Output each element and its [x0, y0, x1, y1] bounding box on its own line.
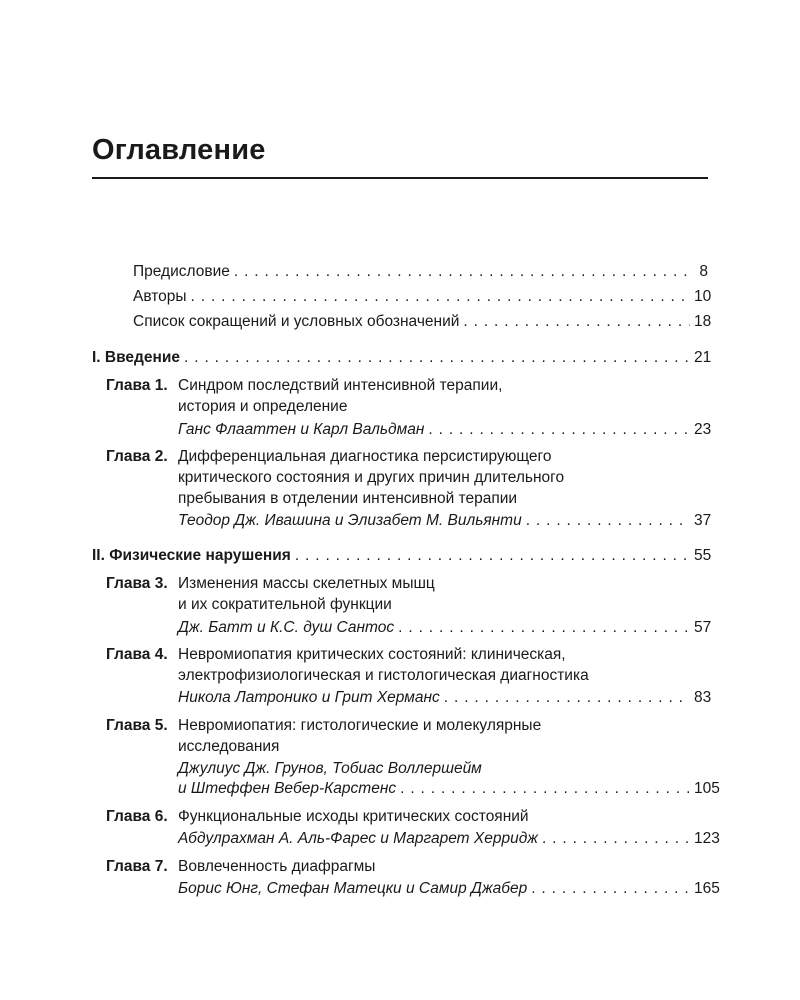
chapter-title-line: исследования — [178, 738, 280, 755]
chapter-number: Глава 7. — [106, 858, 168, 875]
entry-page: 18 — [694, 313, 712, 330]
part-page: 21 — [694, 349, 712, 366]
leader-dots — [463, 311, 690, 333]
chapter-page: 23 — [694, 421, 712, 438]
chapter-title-line: Вовлеченность диафрагмы — [178, 858, 376, 875]
leader-dots — [542, 828, 690, 850]
chapter-title-line: Изменения массы скелетных мышц — [178, 575, 435, 592]
chapter-page: 37 — [694, 512, 712, 529]
chapter-title-line: электрофизиологическая и гистологическая диагностика — [178, 667, 589, 684]
chapter-page: 123 — [694, 830, 720, 847]
leader-dots — [444, 687, 690, 709]
chapter-authors: Теодор Дж. Ивашина и Элизабет М. Вильянти — [178, 512, 522, 529]
chapter-authors: Джулиус Дж. Грунов, Тобиас Воллершейм — [178, 760, 482, 777]
title-rule — [92, 177, 708, 179]
chapter-page: 57 — [694, 619, 712, 636]
entry-page: 8 — [699, 263, 708, 280]
chapter-title-line: история и определение — [178, 398, 348, 415]
toc-entry-abbreviations[interactable] — [133, 311, 712, 333]
chapter-page: 165 — [694, 880, 720, 897]
leader-dots — [295, 545, 690, 567]
entry-label: Авторы — [133, 288, 187, 305]
entry-label: Список сокращений и условных обозначений — [133, 313, 460, 330]
leader-dots — [184, 347, 690, 369]
chapter-number: Глава 2. — [106, 448, 168, 465]
chapter-number: Глава 3. — [106, 575, 168, 592]
chapter-title-line: Функциональные исходы критических состояний — [178, 808, 529, 825]
chapter-authors: Абдулрахман А. Аль-Фарес и Маргарет Херридж — [178, 830, 538, 847]
leader-dots — [428, 419, 690, 441]
leader-dots — [531, 878, 690, 900]
chapter-title-line: Невромиопатия: гистологические и молекулярные — [178, 717, 542, 734]
chapter-authors: Дж. Батт и К.С. душ Сантос — [178, 619, 395, 636]
chapter-page: 83 — [694, 689, 712, 706]
part-page: 55 — [694, 547, 712, 564]
chapter-number: Глава 6. — [106, 808, 168, 825]
chapter-number: Глава 5. — [106, 717, 168, 734]
chapter-authors: Никола Латронико и Грит Херманс — [178, 689, 440, 706]
chapter-title-line: и их сократительной функции — [178, 596, 392, 613]
leader-dots — [526, 510, 690, 532]
chapter-authors: и Штеффен Вебер-Карстенс — [178, 780, 397, 797]
chapter-title-line: Синдром последствий интенсивной терапии, — [178, 377, 503, 394]
chapter-number: Глава 4. — [106, 646, 168, 663]
chapter-title-line: критического состояния и других причин длительного — [178, 469, 565, 486]
toc-entry-authors[interactable] — [133, 286, 712, 308]
part-label: I. Введение — [92, 349, 181, 366]
toc-entry-preface[interactable] — [133, 261, 708, 283]
leader-dots — [234, 261, 690, 283]
chapter-title-line: пребывания в отделении интенсивной терапии — [178, 490, 518, 507]
toc-part-2[interactable] — [92, 545, 712, 567]
entry-label: Предисловие — [133, 263, 230, 280]
chapter-authors: Борис Юнг, Стефан Матецки и Самир Джабер — [178, 880, 528, 897]
leader-dots — [398, 617, 690, 639]
leader-dots — [191, 286, 690, 308]
chapter-title-line: Невромиопатия критических состояний: клиническая, — [178, 646, 566, 663]
chapter-title-line: Дифференциальная диагностика персистирующего — [178, 448, 552, 465]
chapter-authors: Ганс Флааттен и Карл Вальдман — [178, 421, 425, 438]
toc-part-1[interactable] — [92, 347, 712, 369]
leader-dots — [400, 778, 690, 800]
toc-title: Оглавление — [92, 134, 266, 166]
entry-page: 10 — [694, 288, 712, 305]
part-label: II. Физические нарушения — [92, 547, 291, 564]
chapter-page: 105 — [694, 780, 720, 797]
chapter-number: Глава 1. — [106, 377, 168, 394]
